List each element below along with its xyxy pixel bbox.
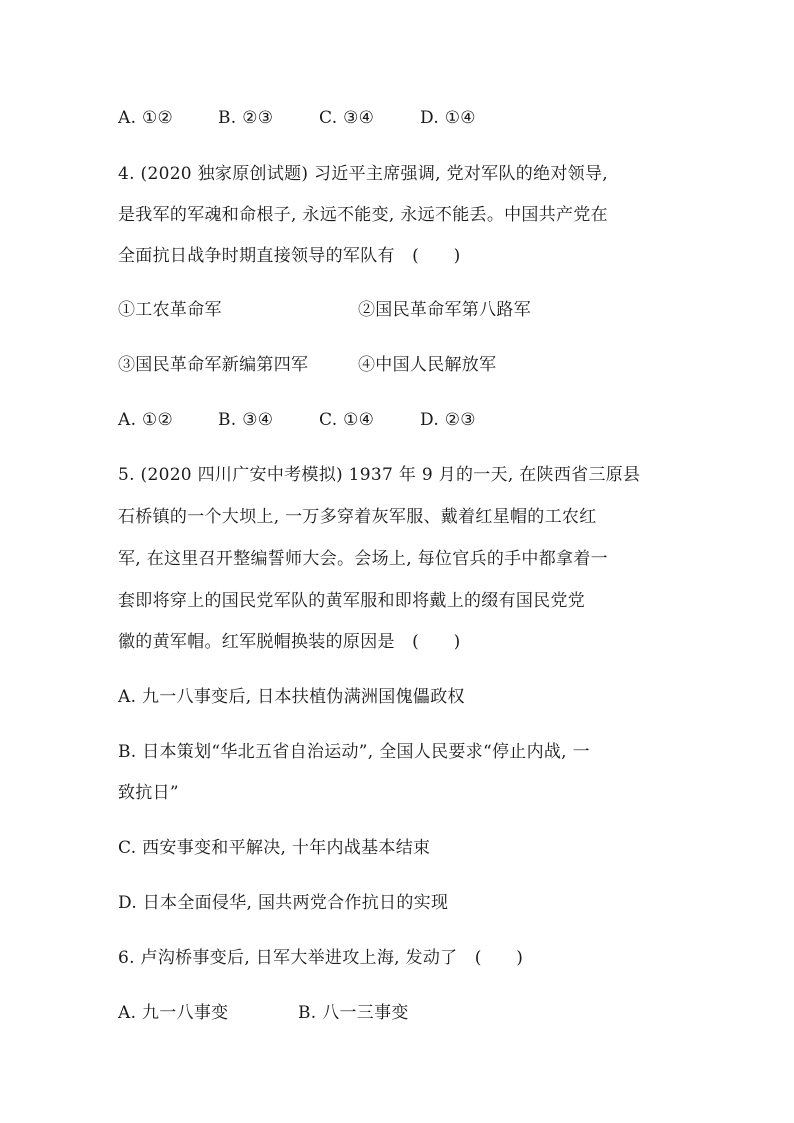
q5-option-d: D. 日本全面侵华, 国共两党合作抗日的实现 [118,893,449,913]
q5-stem-line-5: 徽的黄军帽。红军脱帽换装的原因是 ( ) [118,632,461,652]
q4-item-4: ④中国人民解放军 [358,355,497,375]
q4-item-1: ①工农革命军 [118,300,222,320]
q4-options-row [118,409,476,431]
q4-items-row-1 [118,299,531,321]
q5-option-a: A. 九一八事变后, 日本扶植伪满洲国傀儡政权 [118,687,465,707]
q4-stem-line-1: 4. (2020 独家原创试题) 习近平主席强调, 党对军队的绝对领导, [118,164,608,184]
q6-option-a: A. 九一八事变 [118,1003,229,1023]
q4-item-3: ③国民革命军新编第四军 [118,355,309,375]
q5-option-b-line-2: 致抗日” [118,783,179,803]
q6-option-b: B. 八一三事变 [298,1003,409,1023]
q4-item-2: ②国民革命军第八路军 [358,300,531,320]
q6-options-row [118,1002,409,1024]
q6-stem-line-1: 6. 卢沟桥事变后, 日军大举进攻上海, 发动了 ( ) [118,948,524,968]
q4-option-d: D. ②③ [420,410,476,430]
q4-stem-line-3: 全面抗日战争时期直接领导的军队有 ( ) [118,246,461,266]
q4-items-row-2 [118,354,496,376]
q3-options-row [118,107,476,129]
q4-option-a: A. ①② [118,410,174,430]
q5-option-c: C. 西安事变和平解决, 十年内战基本结束 [118,838,431,858]
q3-option-b: B. ②③ [218,108,274,128]
q5-stem-line-2: 石桥镇的一个大坝上, 一万多穿着灰军服、戴着红星帽的工农红 [118,507,597,527]
q4-stem-line-2: 是我军的军魂和命根子, 永远不能变, 永远不能丢。中国共产党在 [118,205,608,225]
q5-stem-line-4: 套即将穿上的国民党军队的黄军服和即将戴上的缀有国民党党 [118,591,586,611]
q3-option-a: A. ①② [118,108,174,128]
q4-option-b: B. ③④ [218,410,274,430]
q3-option-c: C. ③④ [319,108,375,128]
q4-option-c: C. ①④ [319,410,375,430]
q3-option-d: D. ①④ [420,108,476,128]
q5-option-b-line-1: B. 日本策划“华北五省自治运动”, 全国人民要求“停止内战, 一 [118,742,590,762]
q5-stem-line-1: 5. (2020 四川广安中考模拟) 1937 年 9 月的一天, 在陕西省三原县 [118,465,641,485]
q5-stem-line-3: 军, 在这里召开整编誓师大会。会场上, 每位官兵的手中都拿着一 [118,549,608,569]
